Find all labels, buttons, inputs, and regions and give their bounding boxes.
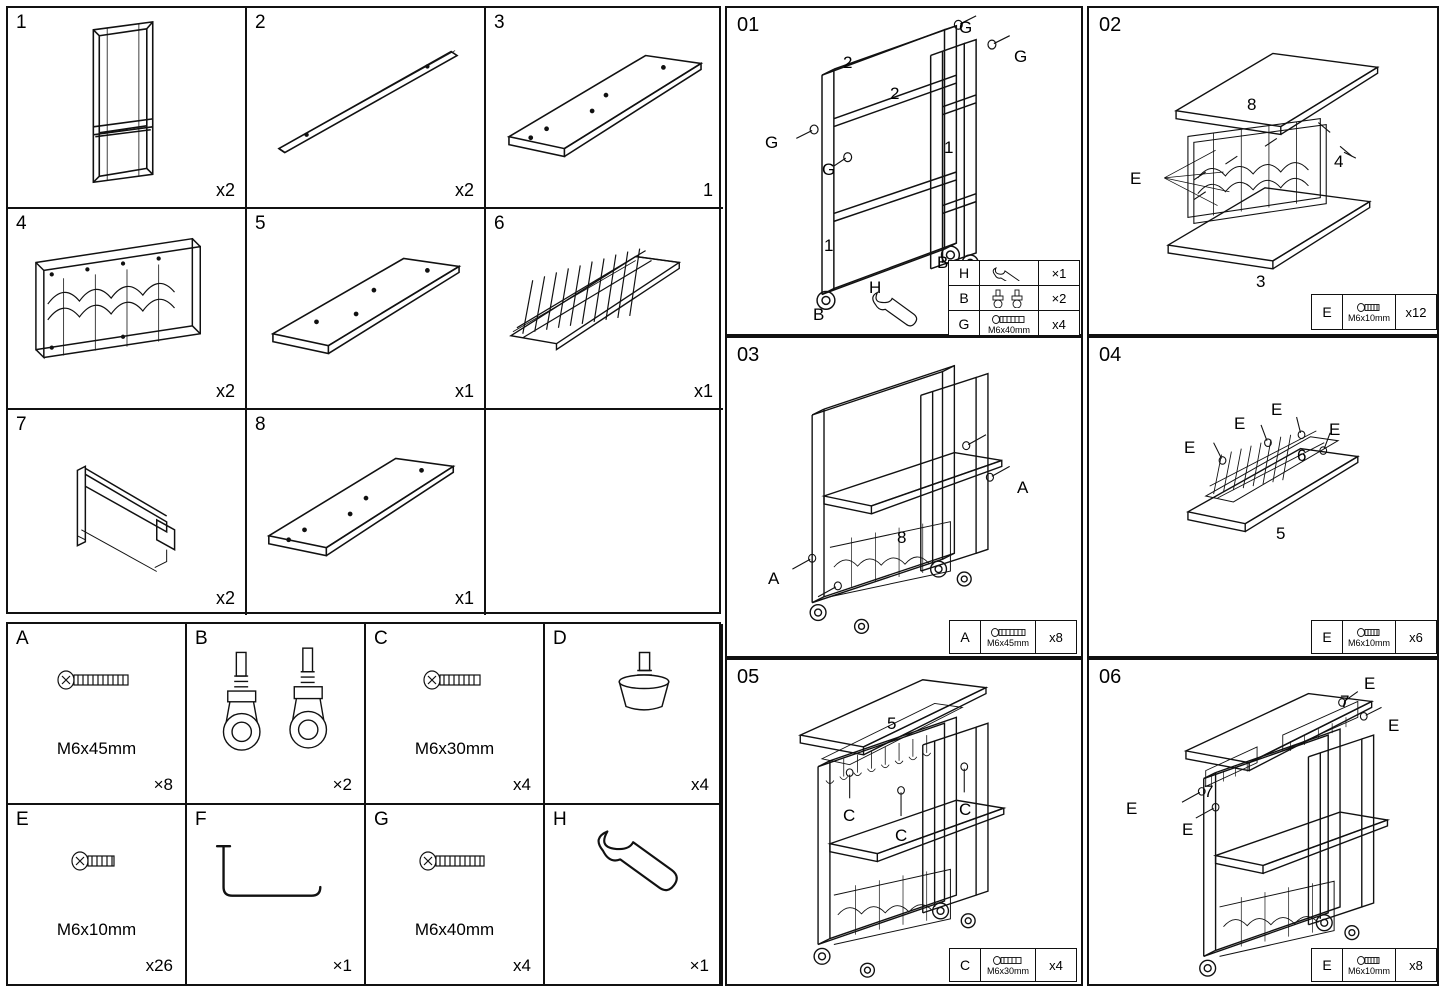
callout-e: E (1364, 674, 1376, 693)
part-icon-screw (1343, 295, 1396, 329)
callout-2: 2 (843, 53, 853, 72)
callout-g: G (822, 160, 836, 179)
part-cell (247, 8, 486, 209)
part-cell-empty (486, 410, 723, 615)
callout-7: 7 (1204, 782, 1214, 801)
part-cell (486, 8, 723, 209)
step-parts-table (1311, 948, 1437, 982)
part-icon-wrench (980, 261, 1039, 285)
step-parts-table (949, 620, 1077, 654)
part-icon-screw (1343, 949, 1396, 981)
callout-c: C (843, 806, 856, 825)
callout-8: 8 (897, 528, 907, 547)
part-icon-screw (1343, 621, 1396, 653)
step-panel-05 (725, 658, 1083, 986)
hardware-cell-g (366, 805, 545, 986)
hardware-cell-b (187, 624, 366, 805)
part-number: 2 (255, 12, 266, 33)
hardware-qty: ×1 (689, 956, 709, 975)
parts-panel (6, 6, 721, 614)
step-number: 03 (737, 344, 760, 366)
part-number: 1 (16, 12, 27, 33)
callout-e: E (1388, 716, 1400, 735)
hardware-qty: x4 (513, 775, 531, 794)
callout-e: E (1184, 438, 1196, 457)
callout-c: C (959, 800, 972, 819)
part-qty: x12 (1405, 304, 1427, 320)
part-cell (486, 209, 723, 410)
part-quantity: x1 (693, 381, 713, 401)
part-caption: M6x30mm (986, 965, 1029, 976)
hardware-letter: C (374, 628, 388, 649)
part-letter: E (1312, 621, 1343, 653)
step-panel-06 (1087, 658, 1439, 986)
step-number: 06 (1099, 666, 1122, 688)
part-letter: E (1312, 295, 1343, 329)
callout-e: E (1130, 169, 1142, 188)
step-number: 01 (737, 14, 760, 36)
hardware-cell-c (366, 624, 545, 805)
step-number: 04 (1099, 344, 1122, 366)
step-panel-04 (1087, 336, 1439, 658)
part-caption: M6x10mm (1347, 637, 1390, 648)
callout-6: 6 (1297, 446, 1307, 465)
part-letter: A (950, 621, 981, 653)
part-icon-caster (980, 286, 1039, 310)
hardware-name: M6x45mm (56, 739, 137, 758)
hardware-qty: ×1 (332, 956, 352, 975)
callout-1: 1 (824, 236, 834, 255)
callout-e: E (1329, 420, 1341, 439)
hardware-letter: E (16, 809, 29, 830)
part-quantity: x2 (215, 588, 235, 608)
callout-b: B (813, 305, 825, 324)
step-panel-02 (1087, 6, 1439, 336)
callout-7: 7 (1340, 692, 1350, 711)
step-parts-table (1311, 620, 1437, 654)
callout-h: H (869, 278, 882, 297)
callout-1: 1 (944, 138, 954, 157)
part-qty: x4 (1052, 316, 1066, 332)
step-panel-03 (725, 336, 1083, 658)
part-number: 7 (16, 414, 27, 435)
callout-e: E (1182, 820, 1194, 839)
part-qty: x4 (1049, 957, 1063, 973)
callout-a: A (768, 569, 780, 588)
hardware-name: M6x10mm (56, 920, 137, 939)
hardware-letter: D (553, 628, 567, 649)
hardware-letter: A (16, 628, 29, 649)
step-panel-01 (725, 6, 1083, 336)
callout-b: B (937, 253, 949, 272)
callout-e: E (1126, 799, 1138, 818)
step-number: 05 (737, 666, 760, 688)
part-letter: G (949, 311, 980, 337)
part-cell (247, 209, 486, 410)
part-quantity: x2 (215, 381, 235, 401)
part-icon-screw (981, 621, 1036, 653)
callout-g: G (1014, 47, 1028, 66)
hardware-letter: G (374, 809, 389, 830)
hardware-name: M6x30mm (414, 739, 495, 758)
hardware-qty: x4 (513, 956, 531, 975)
part-letter: B (949, 286, 980, 310)
hardware-qty: ×2 (332, 775, 352, 794)
part-number: 5 (255, 213, 266, 234)
step-parts-table (949, 948, 1077, 982)
part-number: 6 (494, 213, 505, 234)
callout-2: 2 (890, 84, 900, 103)
part-caption: M6x40mm (987, 324, 1030, 335)
hardware-cell-h (545, 805, 723, 986)
part-quantity: x2 (454, 180, 474, 200)
part-letter: E (1312, 949, 1343, 981)
callout-e: E (1234, 414, 1246, 433)
part-cell (8, 410, 247, 615)
part-number: 8 (255, 414, 266, 435)
callout-5: 5 (887, 714, 897, 733)
callout-e: E (1271, 400, 1283, 419)
hardware-letter: F (195, 809, 207, 830)
part-icon-screw (981, 949, 1036, 981)
callout-5: 5 (1276, 524, 1286, 543)
step-parts-table (948, 260, 1080, 336)
hardware-cell-d (545, 624, 723, 805)
callout-g: G (765, 133, 779, 152)
part-qty: x8 (1049, 629, 1063, 645)
part-cell (8, 8, 247, 209)
part-caption: M6x45mm (986, 637, 1029, 648)
hardware-cell-e (8, 805, 187, 986)
part-number: 3 (494, 12, 505, 33)
part-quantity: x1 (454, 381, 474, 401)
part-icon-screw (980, 311, 1039, 337)
part-quantity: x2 (215, 180, 235, 200)
callout-8: 8 (1247, 95, 1257, 114)
part-number: 4 (16, 213, 27, 234)
callout-a: A (1017, 478, 1029, 497)
step-number: 02 (1099, 14, 1122, 36)
hardware-qty: ×8 (153, 775, 173, 794)
part-qty: ×1 (1051, 265, 1067, 281)
hardware-cell-f (187, 805, 366, 986)
part-letter: H (949, 261, 980, 285)
callout-g: G (959, 18, 973, 37)
hardware-letter: H (553, 809, 567, 830)
part-qty: x6 (1409, 629, 1423, 645)
callout-c: C (895, 826, 908, 845)
part-qty: ×2 (1051, 290, 1067, 306)
hardware-qty: x4 (691, 775, 709, 794)
step-parts-table (1311, 294, 1437, 330)
hardware-qty: x26 (145, 956, 173, 975)
part-cell (247, 410, 486, 615)
part-caption: M6x10mm (1347, 312, 1390, 323)
part-quantity: 1 (702, 180, 713, 200)
part-quantity: x1 (454, 588, 474, 608)
hardware-panel (6, 622, 721, 986)
part-cell (8, 209, 247, 410)
hardware-cell-a (8, 624, 187, 805)
callout-3: 3 (1256, 272, 1266, 291)
part-qty: x8 (1409, 957, 1423, 973)
part-letter: C (950, 949, 981, 981)
callout-4: 4 (1334, 152, 1344, 171)
hardware-name: M6x40mm (414, 920, 495, 939)
hardware-letter: B (195, 628, 208, 649)
part-caption: M6x10mm (1347, 965, 1390, 976)
